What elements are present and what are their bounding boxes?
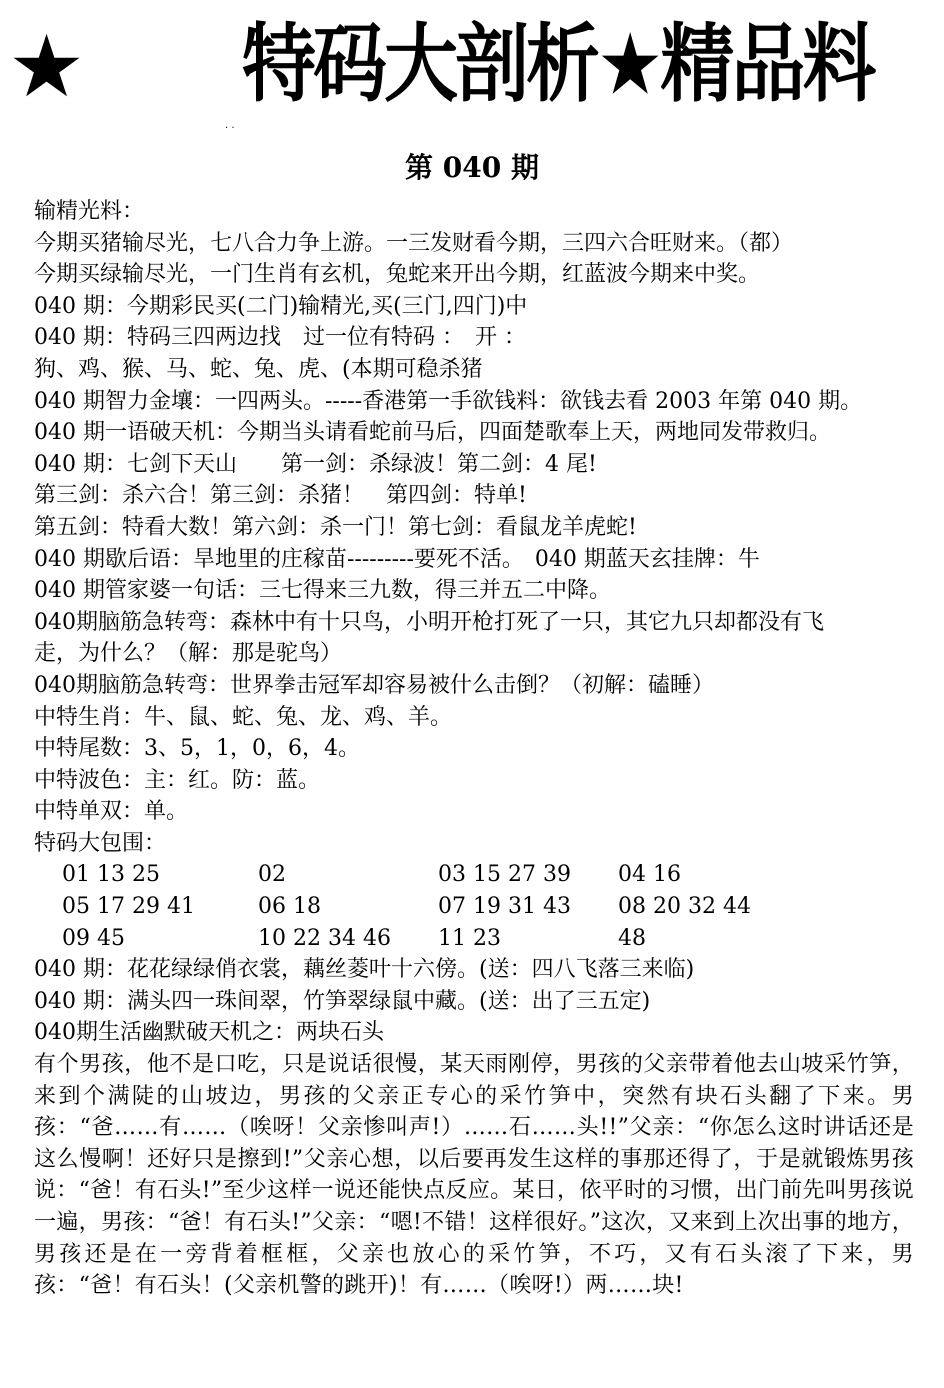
number-cell: 09 45 — [62, 925, 125, 951]
text-line: 走，为什么？（解：那是驼鸟） — [34, 641, 343, 667]
text-line: 040 期歇后语：旱地里的庄稼苗---------要死不活。 040 期蓝天玄挂牌：牛 — [34, 546, 760, 572]
number-cell: 06 18 — [258, 894, 321, 920]
text-line: 今期买猪输尽光，七八合力争上游。一三发财看今期，三四六合旺财来。（都） — [34, 230, 794, 256]
text-line: 040 期：满头四一珠间翠，竹笋翠绿鼠中藏。(送：出了三五定) — [34, 988, 651, 1014]
content-body — [34, 196, 914, 1302]
number-cell: 02 — [258, 862, 286, 888]
text-line: 中特尾数：3、5，1，0，6，4。 — [34, 736, 360, 762]
header — [0, 0, 944, 130]
text-line: 中特波色：主：红。防：蓝。 — [34, 767, 321, 793]
text-line: 040 期智力金壤：一四两头。-----香港第一手欲钱料：欲钱去看 2003 年第 040 期。 — [34, 388, 863, 414]
dots-mark: . . — [225, 120, 235, 131]
text-line: 今期买绿输尽光，一门生肖有玄机，兔蛇来开出今期，红蓝波今期来中奖。 — [34, 262, 761, 288]
issue-number: 第 040 期 — [405, 151, 539, 184]
text-line: 特码大包围： — [34, 830, 167, 856]
page-title: 特码大剖析★精品料 — [242, 15, 874, 115]
text-line: 040 期管家婆一句话：三七得来三九数，得三并五二中降。 — [34, 578, 611, 604]
number-cell: 07 19 31 43 — [438, 894, 571, 920]
text-line: 040 期：七剑下天山 第一剑：杀绿波！第二剑：4 尾! — [34, 451, 597, 477]
text-line: 中特单双：单。 — [34, 799, 189, 825]
number-cell: 04 16 — [618, 862, 681, 888]
text-line: 狗、鸡、猴、马、蛇、兔、虎、(本期可稳杀猪 — [34, 356, 483, 382]
text-line: 040 期一语破天机：今期当头请看蛇前马后，四面楚歌奉上天，两地同发带救归。 — [34, 420, 831, 446]
number-cell: 03 15 27 39 — [438, 862, 571, 888]
text-line: 040 期：花花绿绿俏衣裳，藕丝菱叶十六傍。(送：四八飞落三来临) — [34, 957, 695, 983]
text-line: 中特生肖：牛、鼠、蛇、兔、龙、鸡、羊。 — [34, 704, 453, 730]
star-icon: ★ — [8, 17, 86, 117]
text-line: 040 期：今期彩民买(二门)输精光,买(三门,四门)中 — [34, 293, 528, 319]
number-cell: 01 13 25 — [62, 862, 160, 888]
text-line: 040 期：特码三四两边找 过一位有特码 ： 开 ： — [34, 325, 526, 351]
number-cell: 48 — [618, 925, 646, 951]
text-line: 第三剑：杀六合！第三剑：杀猪！ 第四剑：特单! — [34, 483, 527, 509]
number-grid — [34, 859, 914, 954]
number-cell: 11 23 — [438, 925, 501, 951]
number-cell: 08 20 32 44 — [618, 894, 751, 920]
number-cell: 05 17 29 41 — [62, 894, 195, 920]
story-paragraph: 有个男孩，他不是口吃，只是说话很慢，某天雨刚停，男孩的父亲带着他去山坡采竹笋，来到个满陡的山坡边，男孩的父亲正专心的采竹笋中，突然有块石头翻了下来。男孩：“爸……有……（唉呀！父亲惨叫声!）……石……头!!”父亲：“你怎么这时讲话还是这么慢啊！还好只是擦到!”父亲心想，以后要再发生这样的事那还得了，于是就锻炼男孩说：“爸！有石头!”至少这样一说还能快点反应。某日，依平时的习惯，出门前先叫男孩说一遍，男孩：“爸！有石头!”父亲：“嗯!不错！这样很好。”这次，又来到上次出事的地方，男孩还是在一旁背着框框，父亲也放心的采竹笋，不巧，又有石头滚了下来，男孩：“爸！有石头！(父亲机警的跳开)！有……（唉呀!）两……块! — [34, 1052, 914, 1299]
text-line: 040期生活幽默破天机之：两块石头 — [34, 1020, 384, 1046]
number-cell: 10 22 34 46 — [258, 925, 391, 951]
text-line: 第五剑：特看大数！第六剑：杀一门！第七剑：看鼠龙羊虎蛇! — [34, 514, 637, 540]
text-line: 040期脑筋急转弯：世界拳击冠军却容易被什么击倒？（初解：磕睡） — [34, 672, 714, 698]
text-line: 040期脑筋急转弯：森林中有十只鸟，小明开枪打死了一只，其它九只却都没有飞 — [34, 609, 824, 635]
text-line: 输精光料： — [34, 199, 145, 224]
